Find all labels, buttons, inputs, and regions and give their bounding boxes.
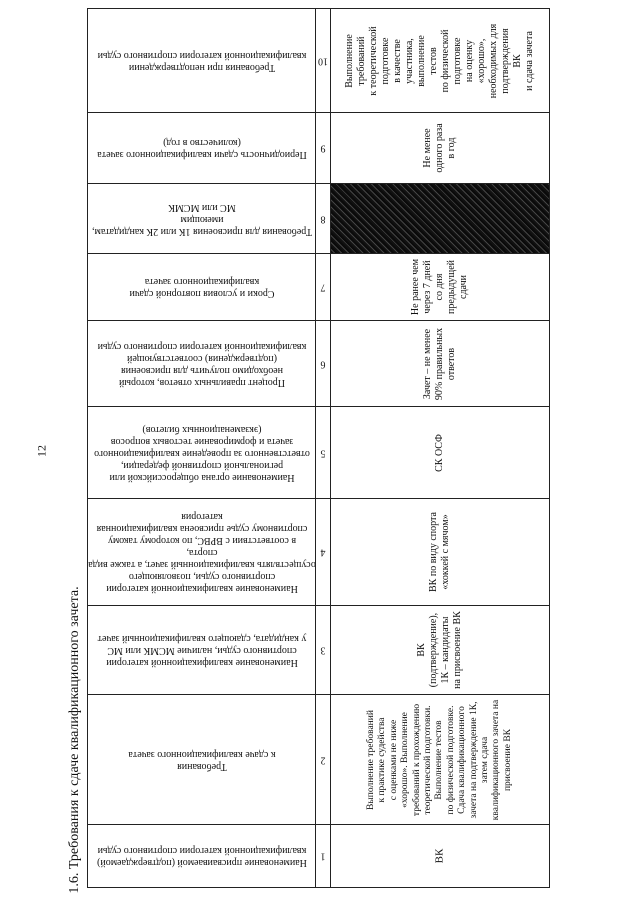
data-text-6: Зачет – не менее 90% правильных ответов [422,327,457,400]
column-8-row [88,184,549,254]
requirements-table [87,8,550,888]
column-number-7: 7 [320,281,326,293]
header-cell-7 [88,254,316,320]
data-text-3: ВК (подтверждение), 1К – кандидаты на присвоение ВК [416,611,463,689]
data-text-9: Не менее одного раза в год [422,123,457,173]
column-number-8: 8 [320,213,326,224]
header-text-5: Наименование органа общероссийской или региональной спортивной федерации, ответственного за проведение квалификационного зачета и формирование тестовых вопросов (экзаменационных билетов) [93,423,310,483]
header-cell-6 [88,321,316,406]
header-text-4: Наименование квалификационной категории спортивного судьи, позволяющего осуществлять квалификационный зачет, а также вида спорта, в соответствии с ВРВС, по которому такому спортивному судье присвоена квалификационная категория [88,511,316,594]
header-cell-4 [88,499,316,605]
data-text-5: СК ОСФ [434,433,445,472]
column-6-row [88,321,549,407]
column-number-cell [316,321,331,406]
header-cell-8 [88,184,316,253]
data-text-7: Не ранее чем через 7 дней со дня предыдущей сдачи [410,258,469,316]
column-7-row [88,254,549,321]
page-number: 12 [34,445,49,457]
header-text-9: Периодичность сдачи квалификационного зачета (количество в год) [96,137,307,160]
column-number-cell [316,113,331,183]
column-number-2: 2 [320,754,326,765]
shaded-data-cell-8 [331,184,549,253]
data-cell-9 [331,113,549,183]
column-number-10: 10 [318,55,328,66]
header-text-2: Требования к сдаче квалификационного зачета [127,748,276,772]
header-cell-10 [88,9,316,112]
column-number-4: 4 [320,546,326,558]
header-cell-2 [88,695,316,824]
column-2-row [88,695,549,825]
column-number-cell [316,695,331,824]
column-number-cell [316,499,331,605]
column-number-cell [316,407,331,498]
data-text-1: ВК [433,848,446,864]
data-cell-1 [331,825,549,887]
column-5-row [88,407,549,499]
header-cell-9 [88,113,316,183]
header-text-1: Наименование присваиваемой (подтверждаемой) квалификационной категории спортивного судьи [96,845,307,868]
column-number-cell [316,9,331,112]
header-cell-5 [88,407,316,498]
column-number-9: 9 [320,142,326,154]
header-text-8: Требования для присвоения 1К или 2К кандидатам, имеющим МС или МСМК [91,201,312,237]
column-3-row [88,606,549,695]
column-number-cell [316,184,331,253]
column-9-row [88,113,549,184]
data-text-2: Выполнение требований к практике судейства с оценками не ниже «хорошо». Выполнение требований к прохождению теоретической подготовки. Выполнение тестов по физической подготовке. Сдача квалификационного зачета на подтверждение 1К, затем сдача квалификационного зачета на присвоение ВК [365,699,513,820]
data-cell-5 [331,407,549,498]
data-text-4: ВК по виду спорта «хоккей с мячом» [428,512,451,592]
data-cell-7 [331,254,549,320]
data-cell-2 [331,695,549,824]
header-cell-3 [88,606,316,694]
column-number-cell [316,825,331,887]
column-number-cell [316,606,331,694]
header-text-3: Наименование квалификационной категории спортивного судьи, наличие МСМК или МС у кандидата, сдающего квалификационный зачет [97,633,306,668]
data-cell-6 [331,321,549,406]
column-4-row [88,499,549,606]
header-text-6: Процент правильных ответов, который необходимо получить для присвоения (подтверждения) соответствующей квалификационной категории спортивного судьи [97,340,306,388]
data-cell-4 [331,499,549,605]
column-number-5: 5 [320,447,326,458]
header-cell-1 [88,825,316,887]
data-cell-10 [331,9,549,112]
column-number-cell [316,254,331,320]
section-title: 1.6. Требования к сдаче квалификационного зачета. [67,586,82,894]
column-1-row [88,825,549,887]
column-number-3: 3 [320,644,326,656]
column-number-6: 6 [320,358,326,369]
data-cell-3 [331,606,549,694]
header-text-7: Сроки и условия повторной сдачи квалификационного зачета [128,276,275,299]
column-number-1: 1 [320,850,326,862]
column-10-row [88,9,549,113]
data-text-10: Выполнение требований к теоретической подготовке в качестве участника, выполнение тестов по физической подготовке на оценку «хорошо», необходимых для подтверждения ВК и сдача зачета [344,23,535,98]
header-text-10: Требования при неподтверждении квалификационной категории спортивного судьи [97,49,306,73]
